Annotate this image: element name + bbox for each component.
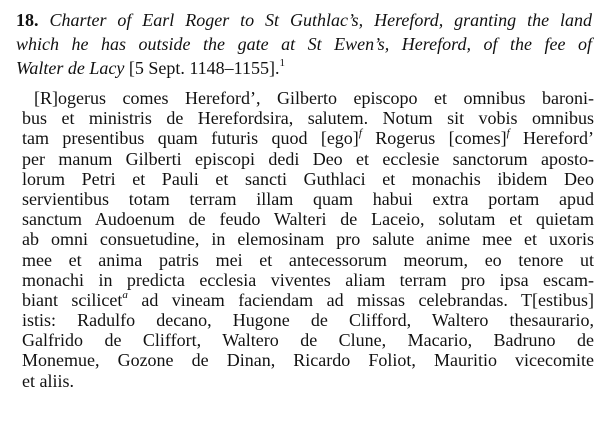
text-line	[22, 310, 594, 330]
text-line	[22, 128, 594, 148]
text-segment: lorum Petri et Pauli et sancti Guthlaci et monachis ibidem Deo	[22, 168, 594, 189]
text-line	[22, 290, 594, 310]
footnote-mark: 1	[279, 57, 285, 69]
text-segment: per manum Gilberti episcopi dedi Deo et ecclesie sanctorum aposto-	[22, 148, 594, 169]
text-segment: istis: Radulfo decano, Hugone de Clifford, Waltero thesaurario,	[22, 310, 594, 331]
textual-note-mark: a	[122, 288, 128, 301]
charter-title-line-2: which he has outside the gate at St Ewen’s, Hereford, of the fee of	[16, 34, 592, 54]
charter-date: [5 Sept. 1148–1155].	[128, 58, 280, 78]
text-segment: biant scilicet	[22, 289, 123, 310]
text-segment: servientibus totam terram illam quam habui extra portam apud	[22, 188, 594, 209]
text-segment: monachi in predicta ecclesia viventes aliam terram pro ipsa escam-	[22, 269, 594, 290]
charter-title-line-3: Walter de Lacy	[16, 58, 125, 78]
text-segment: Rogerus [comes]	[361, 128, 507, 149]
text-segment: sanctum Audoenum de feudo Walteri de Laceio, solutam et quietam	[22, 209, 594, 230]
text-line	[22, 350, 594, 370]
text-line	[22, 371, 594, 391]
text-line	[22, 250, 594, 270]
text-segment: [R]ogerus comes Hereford’, Gilberto episcopo et omnibus baroni-	[34, 88, 594, 108]
text-line	[22, 189, 594, 209]
textual-note-mark: f	[358, 127, 362, 140]
textual-note-mark: f	[506, 127, 510, 140]
text-segment: et aliis.	[22, 370, 74, 391]
text-line	[22, 149, 594, 169]
text-line	[22, 169, 594, 189]
text-line	[22, 209, 594, 229]
text-segment: tam presentibus quam futuris quod [ego]	[22, 128, 359, 149]
heading-line-2	[16, 32, 592, 56]
heading-line-3	[16, 56, 592, 80]
text-segment: Monemue, Gozone de Dinan, Ricardo Foliot, Mauritio vicecomite	[22, 350, 594, 371]
charter-heading	[16, 8, 592, 80]
charter-number: 18.	[16, 10, 39, 30]
text-line	[22, 229, 594, 249]
heading-line-1	[16, 8, 592, 32]
text-segment: ad vineam faciendam ad missas celebrandas. T[estibus]	[127, 289, 594, 310]
text-segment: bus et ministris de Herefordsira, salutem. Notum sit vobis omnibus	[22, 108, 594, 129]
text-segment: ab omni consuetudine, in elemosinam pro salute anime mee et uxoris	[22, 229, 594, 250]
text-line	[22, 88, 594, 108]
text-segment: mee et anima patris mei et antecessorum meorum, eo tenore ut	[22, 249, 594, 270]
text-line	[22, 270, 594, 290]
text-segment: Galfrido de Cliffort, Waltero de Clune, Macario, Badruno de	[22, 330, 594, 351]
charter-text	[22, 88, 594, 391]
text-segment: Hereford’	[509, 128, 594, 149]
text-line	[22, 330, 594, 350]
text-line	[22, 108, 594, 128]
charter-title-line-1: Charter of Earl Roger to St Guthlac’s, Hereford, granting the land	[49, 10, 593, 30]
